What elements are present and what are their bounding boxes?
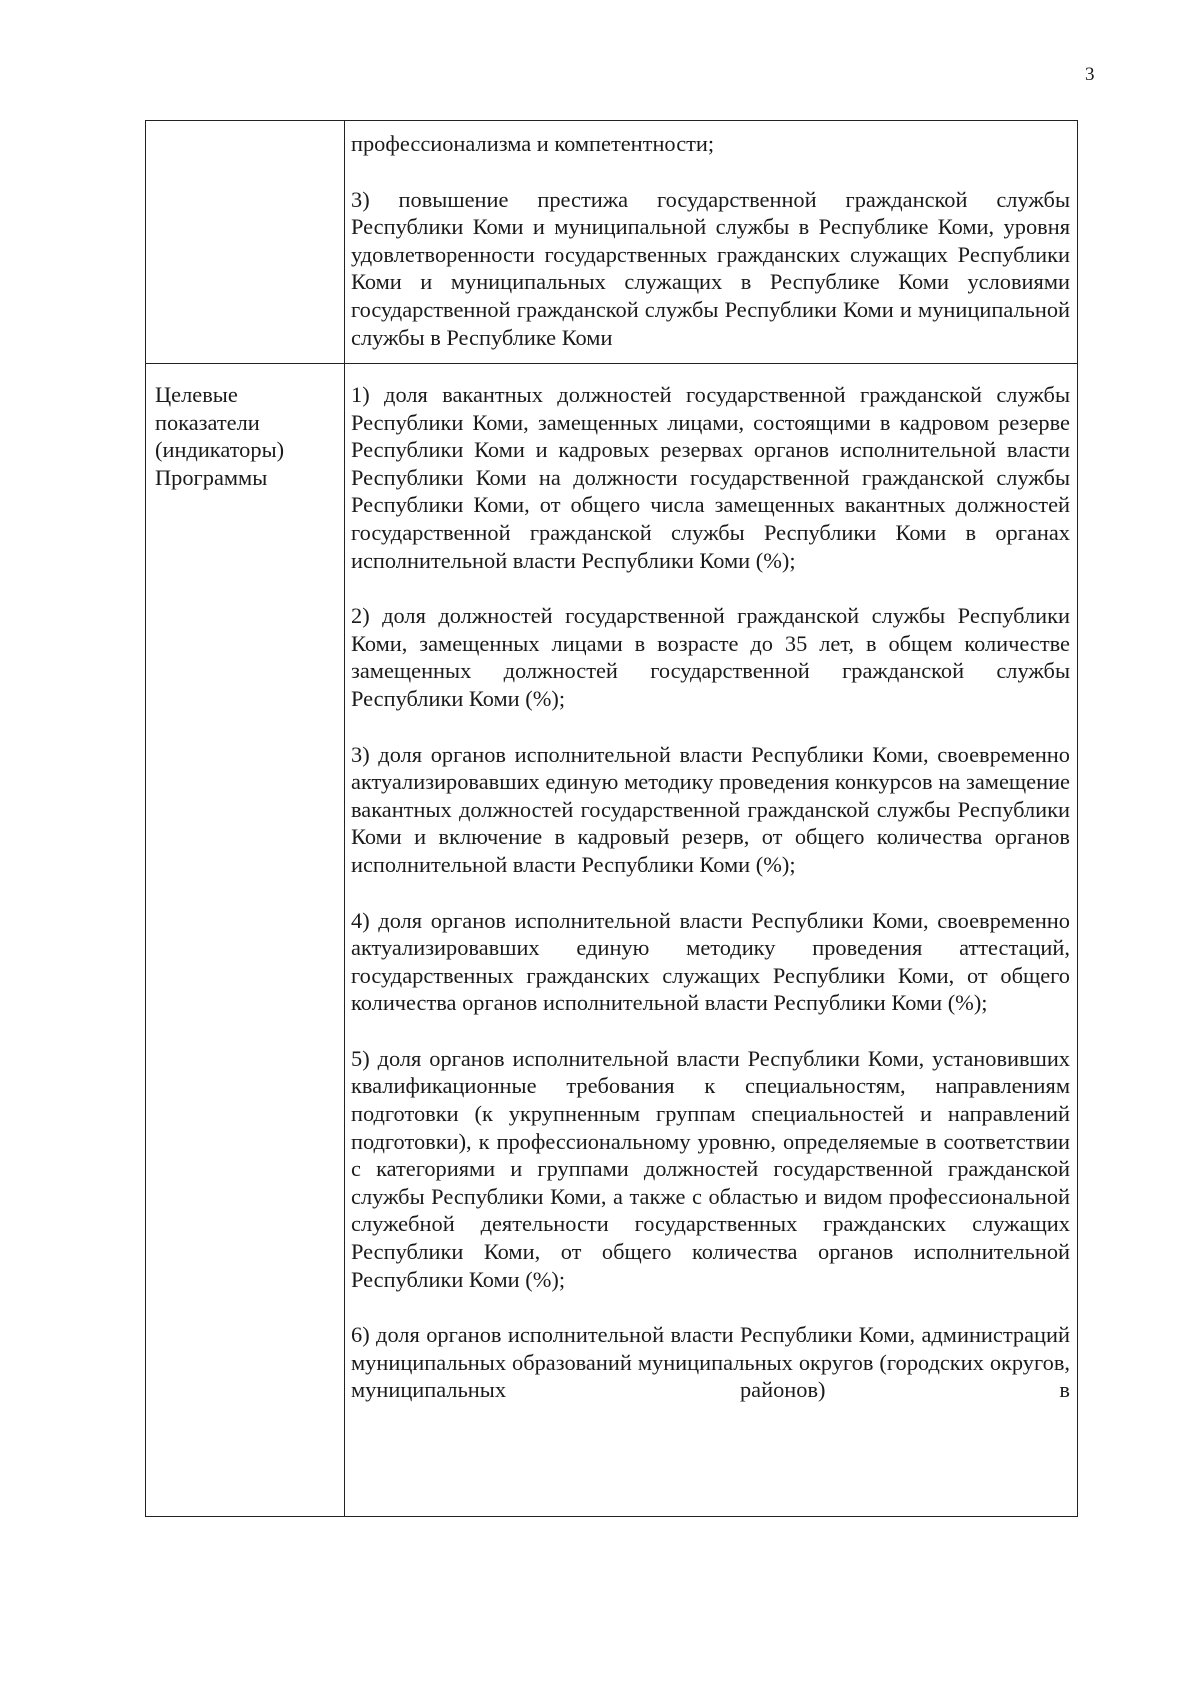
indicator-1: 1) доля вакантных должностей государственной гражданской службы Республики Коми, замещенных лицами, состоящими в кадровом резерве Республики Коми и кадровых резервах органов исполнительной власти Республики Коми на должности государственной гражданской службы Республики Коми, от общего числа замещенных вакантных должностей государственной гражданской службы Республики Коми в органах исполнительной власти Республики Коми (%); [351,382,1070,573]
table-row [146,121,1078,364]
indicator-5: 5) доля органов исполнительной власти Республики Коми, установивших квалификационные требования к специальностям, направлениям подготовки (к укрупненным группам специальностей и направлений подготовки), к профессиональному уровню, определяемые в соответствии с категориями и группами должностей государственной гражданской службы Республики Коми, а также с областью и видом профессиональной служебной деятельности государственных гражданских служащих Республики Коми, от общего количества органов исполнительной Республики Коми (%); [351,1045,1070,1292]
row-label-cell [146,121,345,364]
paragraph-continuation: профессионализма и компетентности; [351,131,715,156]
row-label-line: Программы [155,464,268,490]
row-label-line: показатели [155,409,260,435]
row-content-cell [345,121,1078,364]
row-label-cell [146,364,345,1517]
paragraph-item-3: 3) повышение престижа государственной гражданской службы Республики Коми и муниципальной службы в Республике Коми, уровня удовлетворенности государственных гражданских служащих Республики Коми и муниципальных служащих в Республике Коми условиями государственной гражданской службы Республики Коми и муниципальной службы в Республике Коми [351,186,1070,350]
table-row [146,364,1078,1517]
row-content-cell [345,364,1078,1517]
indicator-3: 3) доля органов исполнительной власти Республики Коми, своевременно актуализировавших единую методику проведения конкурсов на замещение вакантных должностей государственной гражданской службы Республики Коми и включение в кадровый резерв, от общего количества органов исполнительной власти Республики Коми (%); [351,741,1070,877]
indicator-6: 6) доля органов исполнительной власти Республики Коми, администраций муниципальных образований муниципальных округов (городских округов, муниципальных районов) в [351,1322,1070,1403]
program-passport-table [145,120,1078,1517]
row-label-line: Целевые [155,382,238,407]
indicator-2: 2) доля должностей государственной гражданской службы Республики Коми, замещенных лицами в возрасте до 35 лет, в общем количестве замещенных должностей государственной гражданской службы Республики Коми (%); [351,603,1070,711]
row-label-line: (индикаторы) [155,437,285,463]
indicator-4: 4) доля органов исполнительной власти Республики Коми, своевременно актуализировавших единую методику проведения аттестаций, государственных гражданских служащих Республики Коми, от общего количества органов исполнительной власти Республики Коми (%); [351,907,1070,1016]
page-number: 3 [1085,64,1095,85]
